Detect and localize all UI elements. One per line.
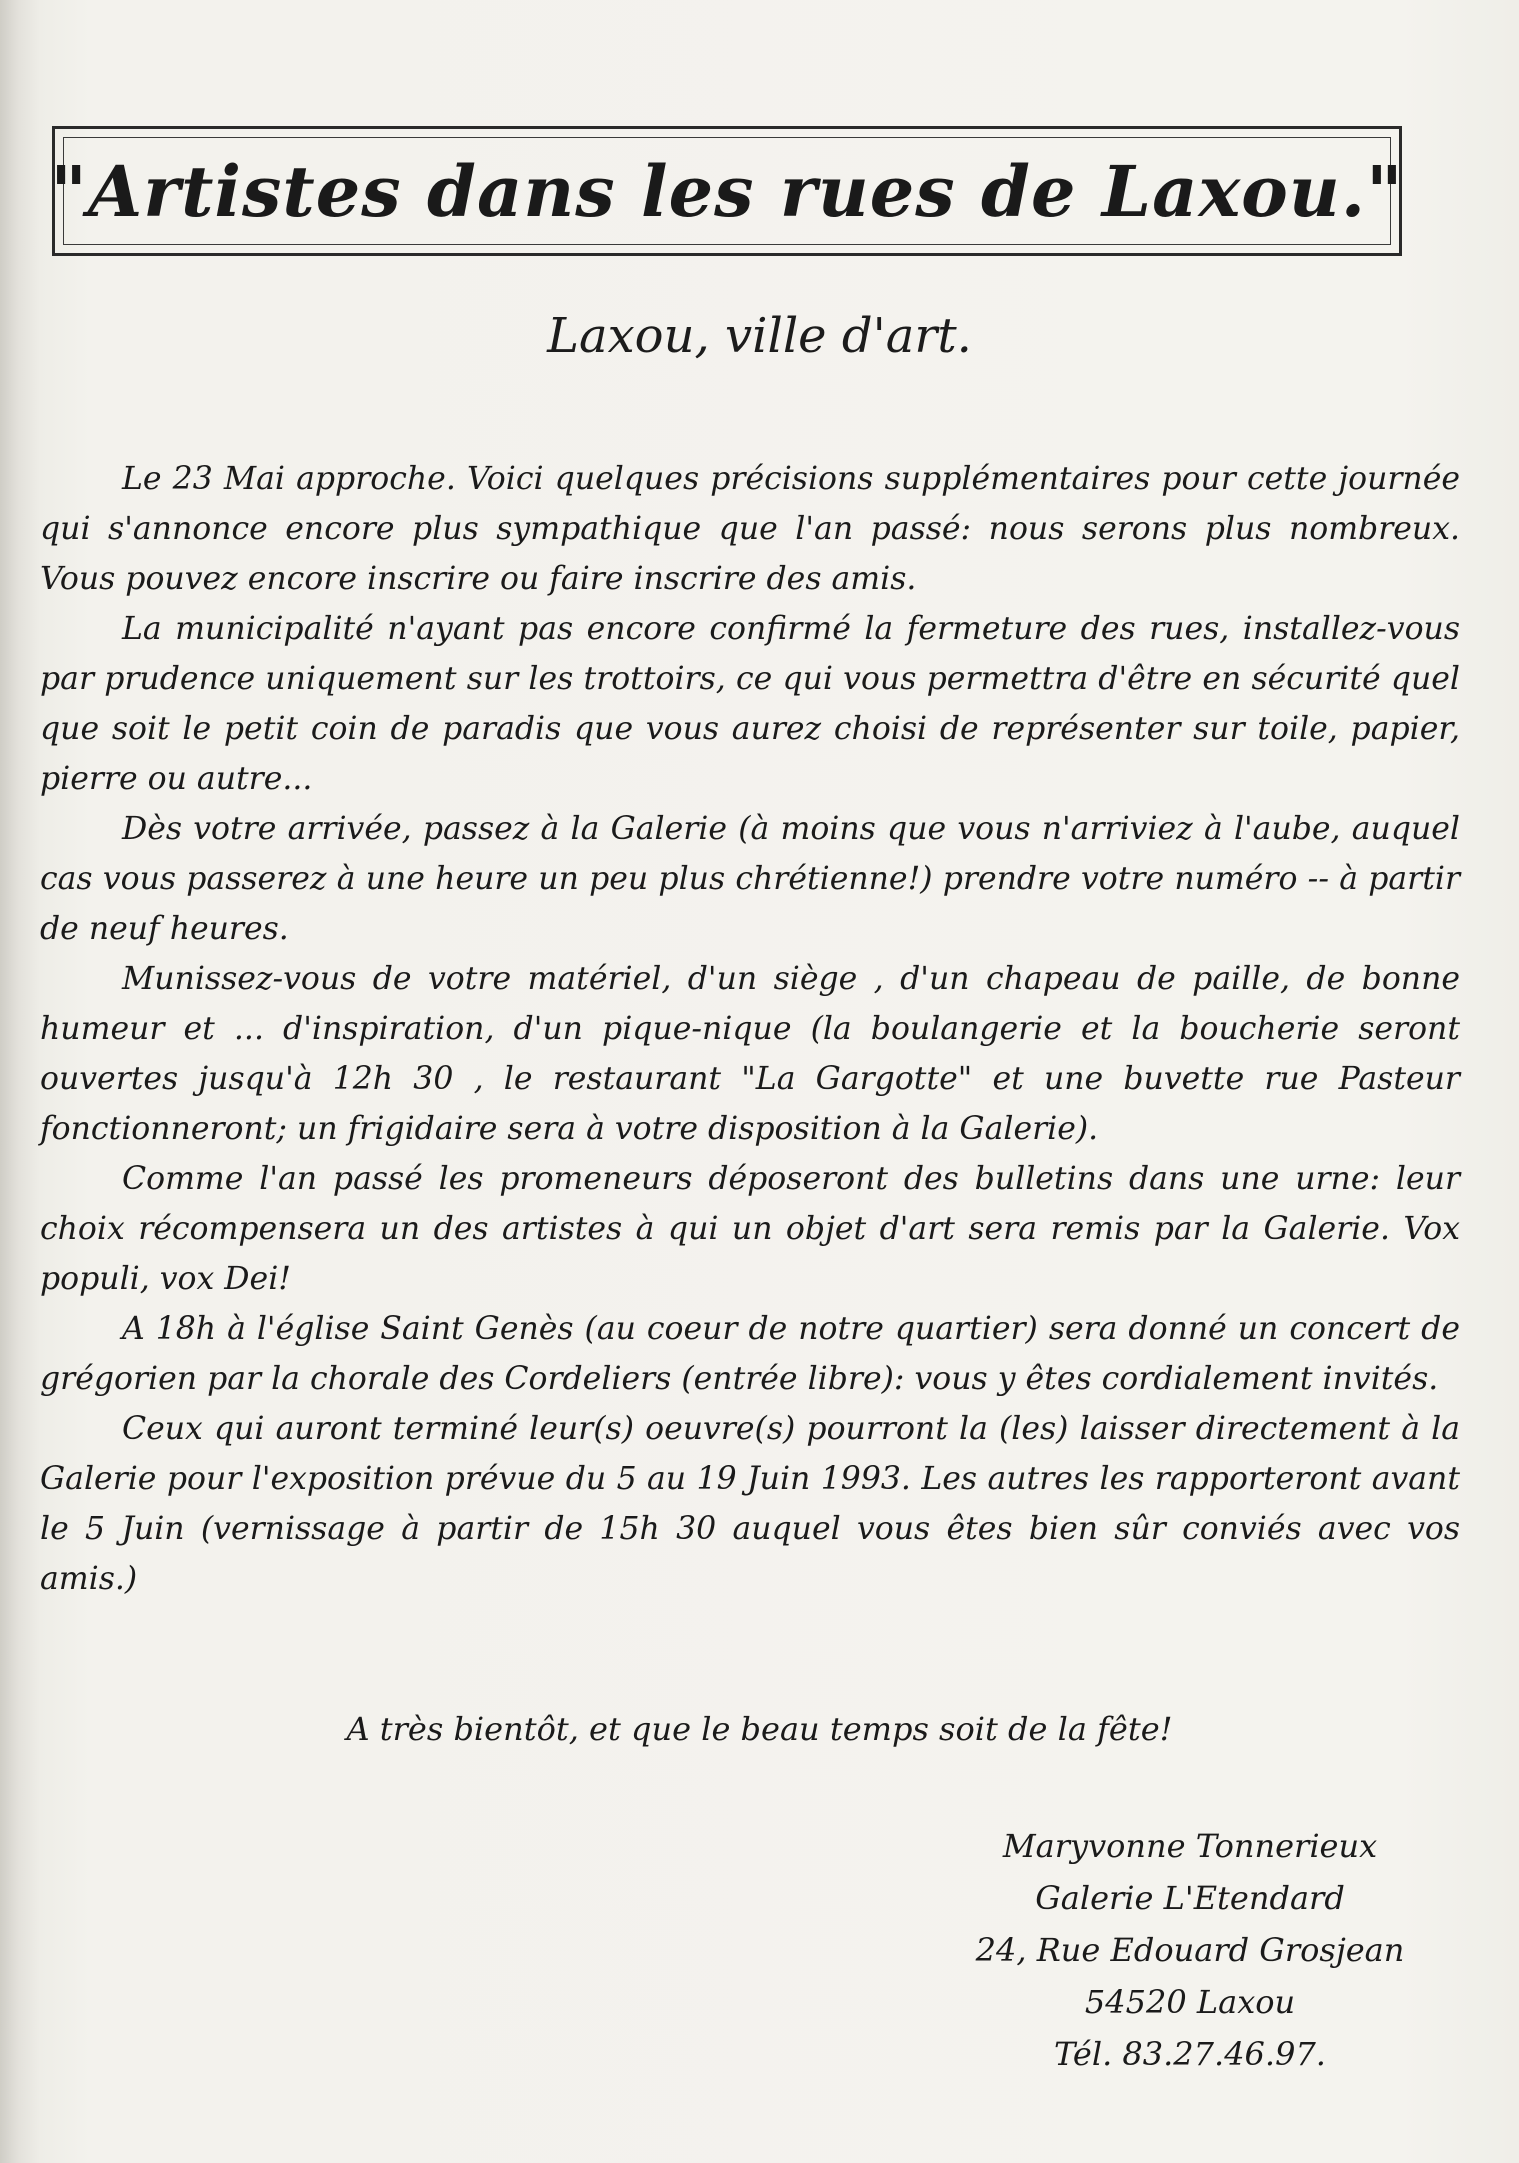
paragraph-1: Le 23 Mai approche. Voici quelques précisions supplémentaires pour cette journée qui s'annonce encore plus sympathique que l'an passé: nous serons plus nombreux. Vous pouvez encore inscrire ou faire inscrire des amis. [40,461,1460,597]
title-frame-inner [50,137,1404,245]
paragraph-7: Ceux qui auront terminé leur(s) oeuvre(s) pourront la (les) laisser directement à la Galerie pour l'exposition prévue du 5 au 19 Juin 1993. Les autres les rapporteront avant le 5 Juin (vernissage à partir de 15h 30 auquel vous êtes bien sûr conviés avec vos amis.) [40,1411,1460,1597]
signature-city: 54520 Laxou [1084,1983,1296,2021]
paragraph-4: Munissez-vous de votre matériel, d'un siège , d'un chapeau de paille, de bonne humeur et ... d'inspiration, d'un pique-nique (la boulangerie et la boucherie seront ouvertes jusqu'à 12h 30 , le restaurant "La Gargotte" et une buvette rue Pasteur fonctionneront; un frigidaire sera à votre disposition à la Galerie). [40,961,1460,1147]
signature-name: Maryvonne Tonnerieux [1002,1827,1378,1865]
signature-street: 24, Rue Edouard Grosjean [975,1931,1405,1969]
signature-block [930,1820,1450,2080]
title-frame [52,126,1402,256]
paragraph-3: Dès votre arrivée, passez à la Galerie (à moins que vous n'arriviez à l'aube, auquel cas vous passerez à une heure un peu plus chrétienne!) prendre votre numéro -- à partir de neuf heures. [40,811,1460,947]
closing-line: A très bientôt, et que le beau temps soit de la fête! [346,1710,1173,1748]
signature-gallery: Galerie L'Etendard [1035,1879,1345,1917]
paragraph-6: A 18h à l'église Saint Genès (au coeur de notre quartier) sera donné un concert de grégorien par la chorale des Cordeliers (entrée libre): vous y êtes cordialement invités. [40,1311,1460,1397]
paragraph-5: Comme l'an passé les promeneurs déposeront des bulletins dans une urne: leur choix récompensera un des artistes à qui un objet d'art sera remis par la Galerie. Vox populi, vox Dei! [40,1161,1460,1297]
signature-phone: Tél. 83.27.46.97. [1054,2035,1326,2073]
paragraph-2: La municipalité n'ayant pas encore confirmé la fermeture des rues, installez-vous par prudence uniquement sur les trottoirs, ce qui vous permettra d'être en sécurité quel que soit le petit coin de paradis que vous aurez choisi de représenter sur toile, papier, pierre ou autre... [40,611,1460,797]
document-title: "Artistes dans les rues de Laxou." [50,149,1404,233]
document-subtitle: Laxou, ville d'art. [547,308,972,364]
letter-body [40,454,1460,1604]
